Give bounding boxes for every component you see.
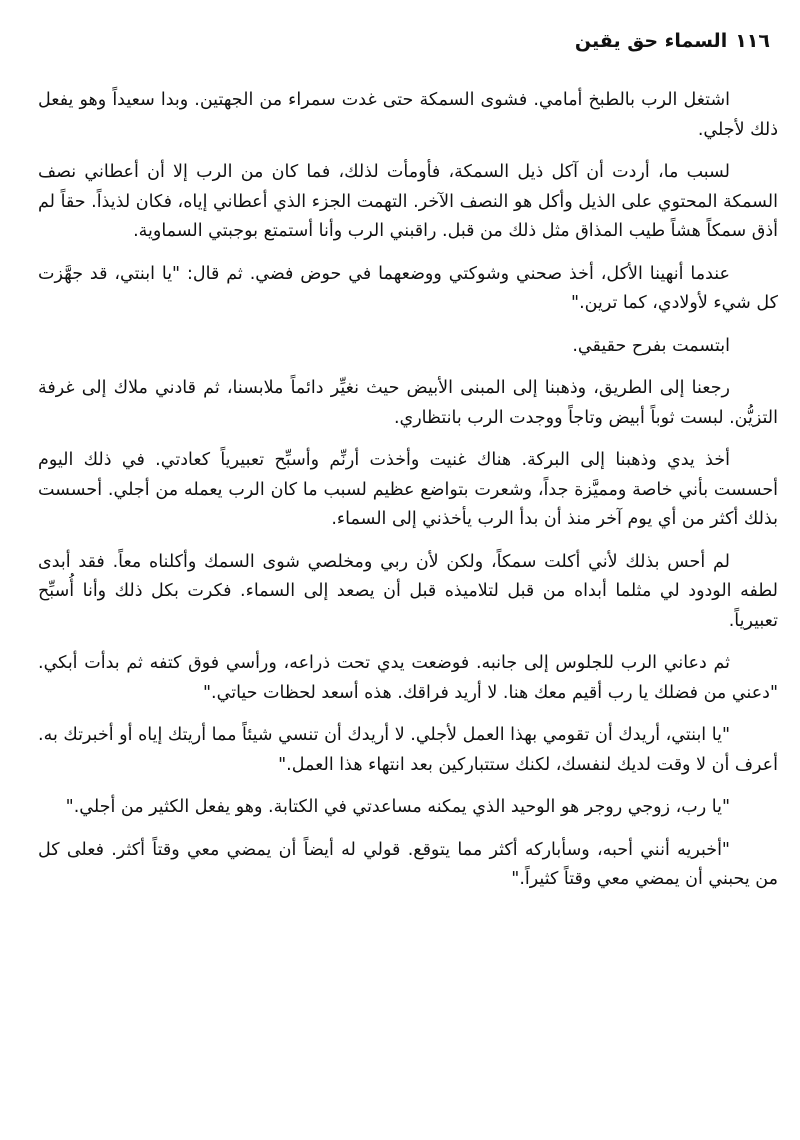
paragraph: لسبب ما، أردت أن آكل ذيل السمكة، فأومأت لذلك، فما كان من الرب إلا أن أعطاني نصف السمكة المحتوي على الذيل وأكل هو النصف الآخر. التهمت الجزء الذي أعطاني إياه، فكان لذيذاً. حقاً لم أذق سمكاً هشاً طيب المذاق مثل ذلك من قبل. راقبني الرب وأنا أستمتع بوجبتي السماوية. <box>38 162 778 241</box>
book-title: السماء حق يقين <box>574 30 728 52</box>
paragraph: ابتسمت بفرح حقيقي. <box>572 335 730 356</box>
paragraph: أخذ يدي وذهبنا إلى البركة. هناك غنيت وأخذت أرنِّم وأسبِّح تعبيرياً كعادتي. في ذلك اليوم أحسست بأني خاصة ومميَّزة جداً، وشعرت بتواضع عظيم لسبب ما كان الرب يعمله من أجلي. أحسست بذلك أكثر من أي يوم آخر منذ أن بدأ الرب يأخذني إلى السماء. <box>38 450 778 529</box>
paragraph: اشتغل الرب بالطبخ أمامي. فشوى السمكة حتى غدت سمراء من الجهتين. وبدا سعيداً وهو يفعل ذلك لأجلي. <box>38 90 778 140</box>
paragraph: ثم دعاني الرب للجلوس إلى جانبه. فوضعت يدي تحت ذراعه، ورأسي فوق كتفه ثم بدأت أبكي. "دعني من فضلك يا رب أقيم معك هنا. لا أريد فراقك. هذه أسعد لحظات حياتي." <box>38 653 778 703</box>
paragraph: عندما أنهينا الأكل، أخذ صحني وشوكتي ووضعهما في حوض فضي. ثم قال: "يا ابنتي، قد جهَّزت كل شيء لأولادي، كما ترين." <box>38 263 778 313</box>
page-number: ١١٦ <box>735 30 770 52</box>
running-header <box>575 30 770 52</box>
paragraph: لم أحس بذلك لأني أكلت سمكاً، ولكن لأن ربي ومخلصي شوى السمك وأكلناه معاً. فقد أبدى لطفه الودود لي مثلما أبداه من قبل لتلاميذه قبل أن يصعد إلى السماء. فكرت بكل ذلك وأنا أُسبِّح تعبيرياً. <box>38 551 778 631</box>
paragraph: "أخبريه أنني أحبه، وسأباركه أكثر مما يتوقع. قولي له أيضاً أن يمضي معي وقتاً أكثر. فعلى كل من يحبني أن يمضي معي وقتاً كثيراً." <box>38 839 778 889</box>
paragraph: "يا رب، زوجي روجر هو الوحيد الذي يمكنه مساعدتي في الكتابة. وهو يفعل الكثير من أجلي." <box>65 797 730 817</box>
paragraph: رجعنا إلى الطريق، وذهبنا إلى المبنى الأبيض حيث نغيِّر دائماً ملابسنا، ثم قادني ملاك إلى غرفة التزيُّن. لبست ثوباً أبيض وتاجاً ووجدت الرب بانتظاري. <box>38 378 778 428</box>
paragraph: "يا ابنتي، أريدك أن تقومي بهذا العمل لأجلي. لا أريدك أن تنسي شيئاً مما أريتك إياه أو أخبرتك به. أعرف أن لا وقت لديك لنفسك، لكنك ستتباركين بعد انتهاء هذا العمل." <box>38 725 778 775</box>
page-body <box>38 86 778 908</box>
